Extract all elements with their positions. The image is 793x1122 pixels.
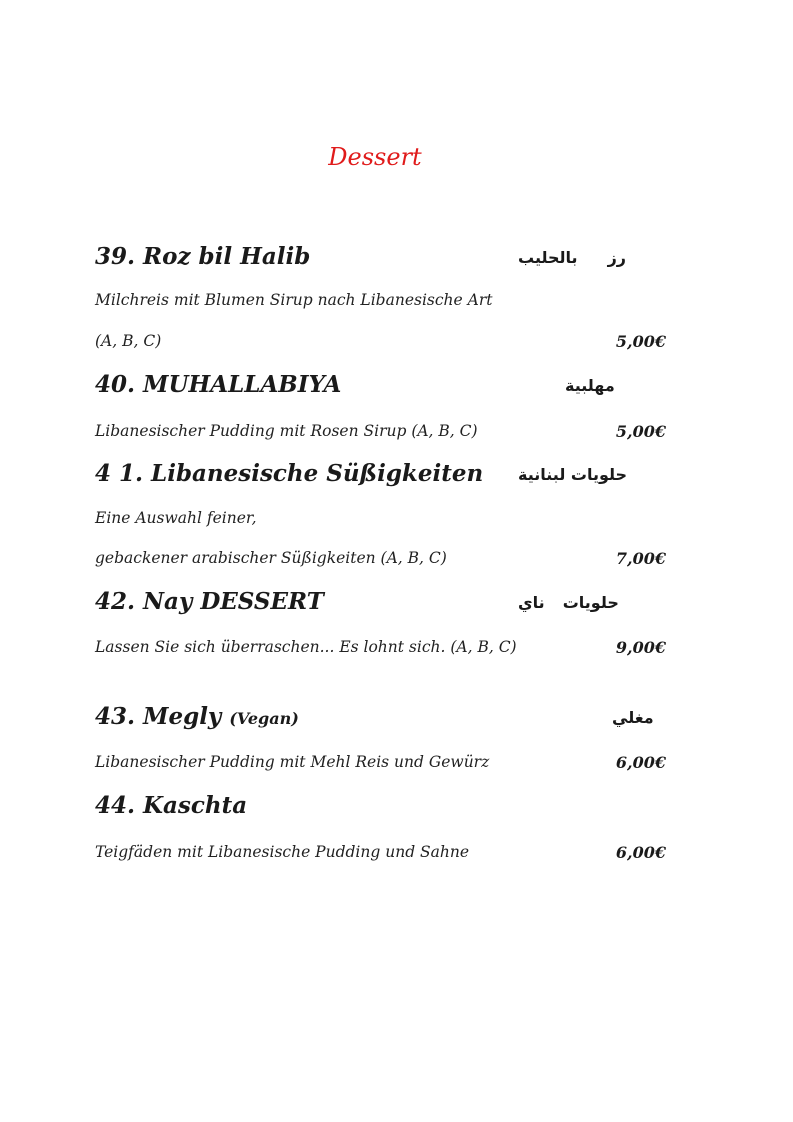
page-title: Dessert [328,143,422,171]
menu-item-description: Teigfäden mit Libanesische Pudding und Sahne [95,843,470,861]
vegan-note: (Vegan) [229,709,299,728]
menu-item-name: 44. Kaschta [95,792,248,819]
menu-item-allergens: (A, B, C) [95,332,162,350]
menu-item-arabic-name: رزبالحليب [518,248,626,267]
menu-item-price: 6,00€ [615,753,666,772]
menu-item-arabic-name: حلويات لبنانية [518,465,628,484]
menu-item-name: 4 1. Libanesische Süßigkeiten [95,460,484,487]
menu-item-description: Libanesischer Pudding mit Rosen Sirup (A, B, C) [95,422,478,440]
menu-item-arabic-name: مغلي [612,708,654,727]
menu-item-price: 7,00€ [615,549,666,568]
menu-item-price: 9,00€ [615,638,666,657]
menu-item-description: Milchreis mit Blumen Sirup nach Libanesische Art [95,291,493,309]
menu-item-description: Libanesischer Pudding mit Mehl Reis und Gewürz [95,753,490,771]
menu-item-name: 39. Roz bil Halib [95,243,311,270]
menu-item-price: 6,00€ [615,843,666,862]
menu-item-price: 5,00€ [615,332,666,351]
menu-item-price: 5,00€ [615,422,666,441]
menu-item-description: Eine Auswahl feiner, [95,509,257,527]
menu-item-description-line2: gebackener arabischer Süßigkeiten (A, B, C) [95,549,447,567]
menu-item-arabic-name: حلوياتناي [518,593,619,612]
menu-item-description: Lassen Sie sich überraschen... Es lohnt sich. (A, B, C) [95,638,517,656]
menu-item-name: 40. MUHALLABIYA [95,371,342,398]
menu-item-name: 43. Megly (Vegan) [95,703,299,730]
menu-item-arabic-name: مهلبية [565,376,615,395]
menu-item-name: 42. Nay DESSERT [95,588,324,615]
